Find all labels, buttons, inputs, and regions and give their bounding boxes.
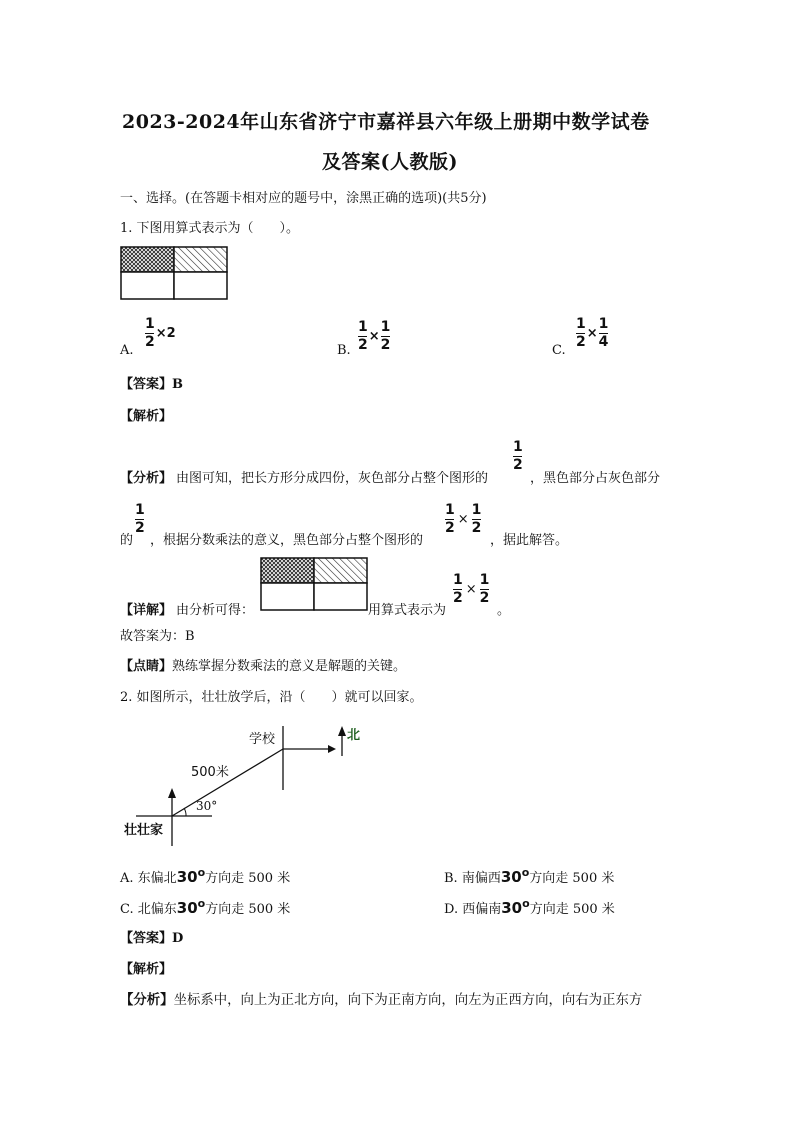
q1-analysis-text2: ，黑色部分占灰色部分	[530, 471, 661, 486]
doc-title-line2: 及答案(人教版)	[322, 151, 458, 173]
q1-black-part	[121, 247, 174, 272]
q1-option-c-letter: C.	[552, 343, 566, 358]
doc-title-line1: 2023-2024年山东省济宁市嘉祥县六年级上册期中数学试卷	[122, 111, 650, 133]
q2-option-b: B. 南偏西30$^o$方向走 500 米	[444, 866, 615, 886]
q2-option-c: C. 北偏东30$^o$方向走 500 米	[120, 897, 291, 917]
q1-detail-formula: $\frac{1}{2}$ × $\frac{1}{2}$	[453, 572, 490, 606]
home-label: 壮壮家	[124, 823, 164, 838]
q1-option-b-formula: $\frac{1}{2}$ × $\frac{1}{2}$	[358, 319, 391, 353]
school-label: 学校	[249, 732, 276, 747]
q1-analysis-text5: ，据此解答。	[490, 533, 569, 548]
q1-conclusion: 故答案为：B	[120, 629, 195, 644]
q1-jiexi: 【解析】	[120, 409, 173, 424]
q1-option-a-letter: A.	[120, 343, 134, 358]
q2-text: 2. 如图所示，壮壮放学后，沿（ ）就可以回家。	[120, 690, 423, 705]
q1-detail-lead: 由分析可得：	[176, 603, 255, 618]
q2-direction-diagram	[120, 712, 380, 852]
q1-black-part	[261, 558, 314, 583]
q2-option-a: A. 东偏北30$^o$方向走 500 米	[120, 866, 291, 886]
q1-answer: 【答案】B	[120, 377, 183, 392]
q1-figure	[120, 246, 228, 300]
q1-detail-text1: 【详解】	[120, 603, 173, 618]
home-north-arrowhead	[168, 788, 176, 798]
q1-frac-black: $\frac{1}{2}$	[135, 502, 145, 536]
angle-arc	[184, 808, 186, 816]
north-label: 北	[347, 728, 361, 743]
q1-gray-part	[174, 247, 227, 272]
q2-option-d: D. 西偏南30$^o$方向走 500 米	[444, 897, 615, 917]
q1-analysis-p1: 【分析】	[120, 471, 173, 486]
route-line	[172, 749, 283, 816]
q1-detail-text3: 。	[497, 603, 511, 618]
q1-option-c-formula: $\frac{1}{2}$ × $\frac{1}{4}$	[576, 316, 609, 350]
q1-gray-part	[314, 558, 367, 583]
q1-detail-text2: 用算式表示为	[368, 603, 447, 618]
q1-analysis-text4: ，根据分数乘法的意义，黑色部分占整个图形的	[150, 533, 424, 548]
north-arrow-icon	[338, 726, 346, 736]
q2-analysis: 【分析】坐标系中，向上为正北方向，向下为正南方向，向左为正西方向，向右为正东方	[120, 992, 643, 1008]
q2-answer: 【答案】D	[120, 931, 184, 946]
q1-white-part	[314, 583, 367, 610]
q1-analysis-text3: 的	[120, 533, 134, 548]
q1-white-part	[261, 583, 314, 610]
distance-label: 500米	[191, 765, 229, 780]
q1-analysis-text1: 由图可知，把长方形分成四份，灰色部分占整个图形的	[176, 471, 489, 486]
section-heading: 一、选择。(在答题卡相对应的题号中，涂黑正确的选项)(共5分)	[120, 191, 487, 206]
q1-text: 1. 下图用算式表示为（ ）。	[120, 221, 300, 236]
east-arrowhead	[328, 745, 336, 753]
q1-option-a-formula: $\frac{1}{2}$ ×2	[145, 316, 176, 350]
q1-frac-gray: $\frac{1}{2}$	[513, 439, 523, 473]
q1-analysis-formula: $\frac{1}{2}$ × $\frac{1}{2}$	[445, 502, 482, 536]
q1-detail-figure	[260, 557, 368, 611]
q1-comment: 【点睛】熟练掌握分数乘法的意义是解题的关键。	[120, 659, 407, 674]
q1-option-b-letter: B.	[337, 343, 351, 358]
q2-jiexi: 【解析】	[120, 962, 173, 977]
q1-white-part	[174, 272, 227, 299]
q1-white-part	[121, 272, 174, 299]
angle-label: 30°	[196, 799, 218, 813]
